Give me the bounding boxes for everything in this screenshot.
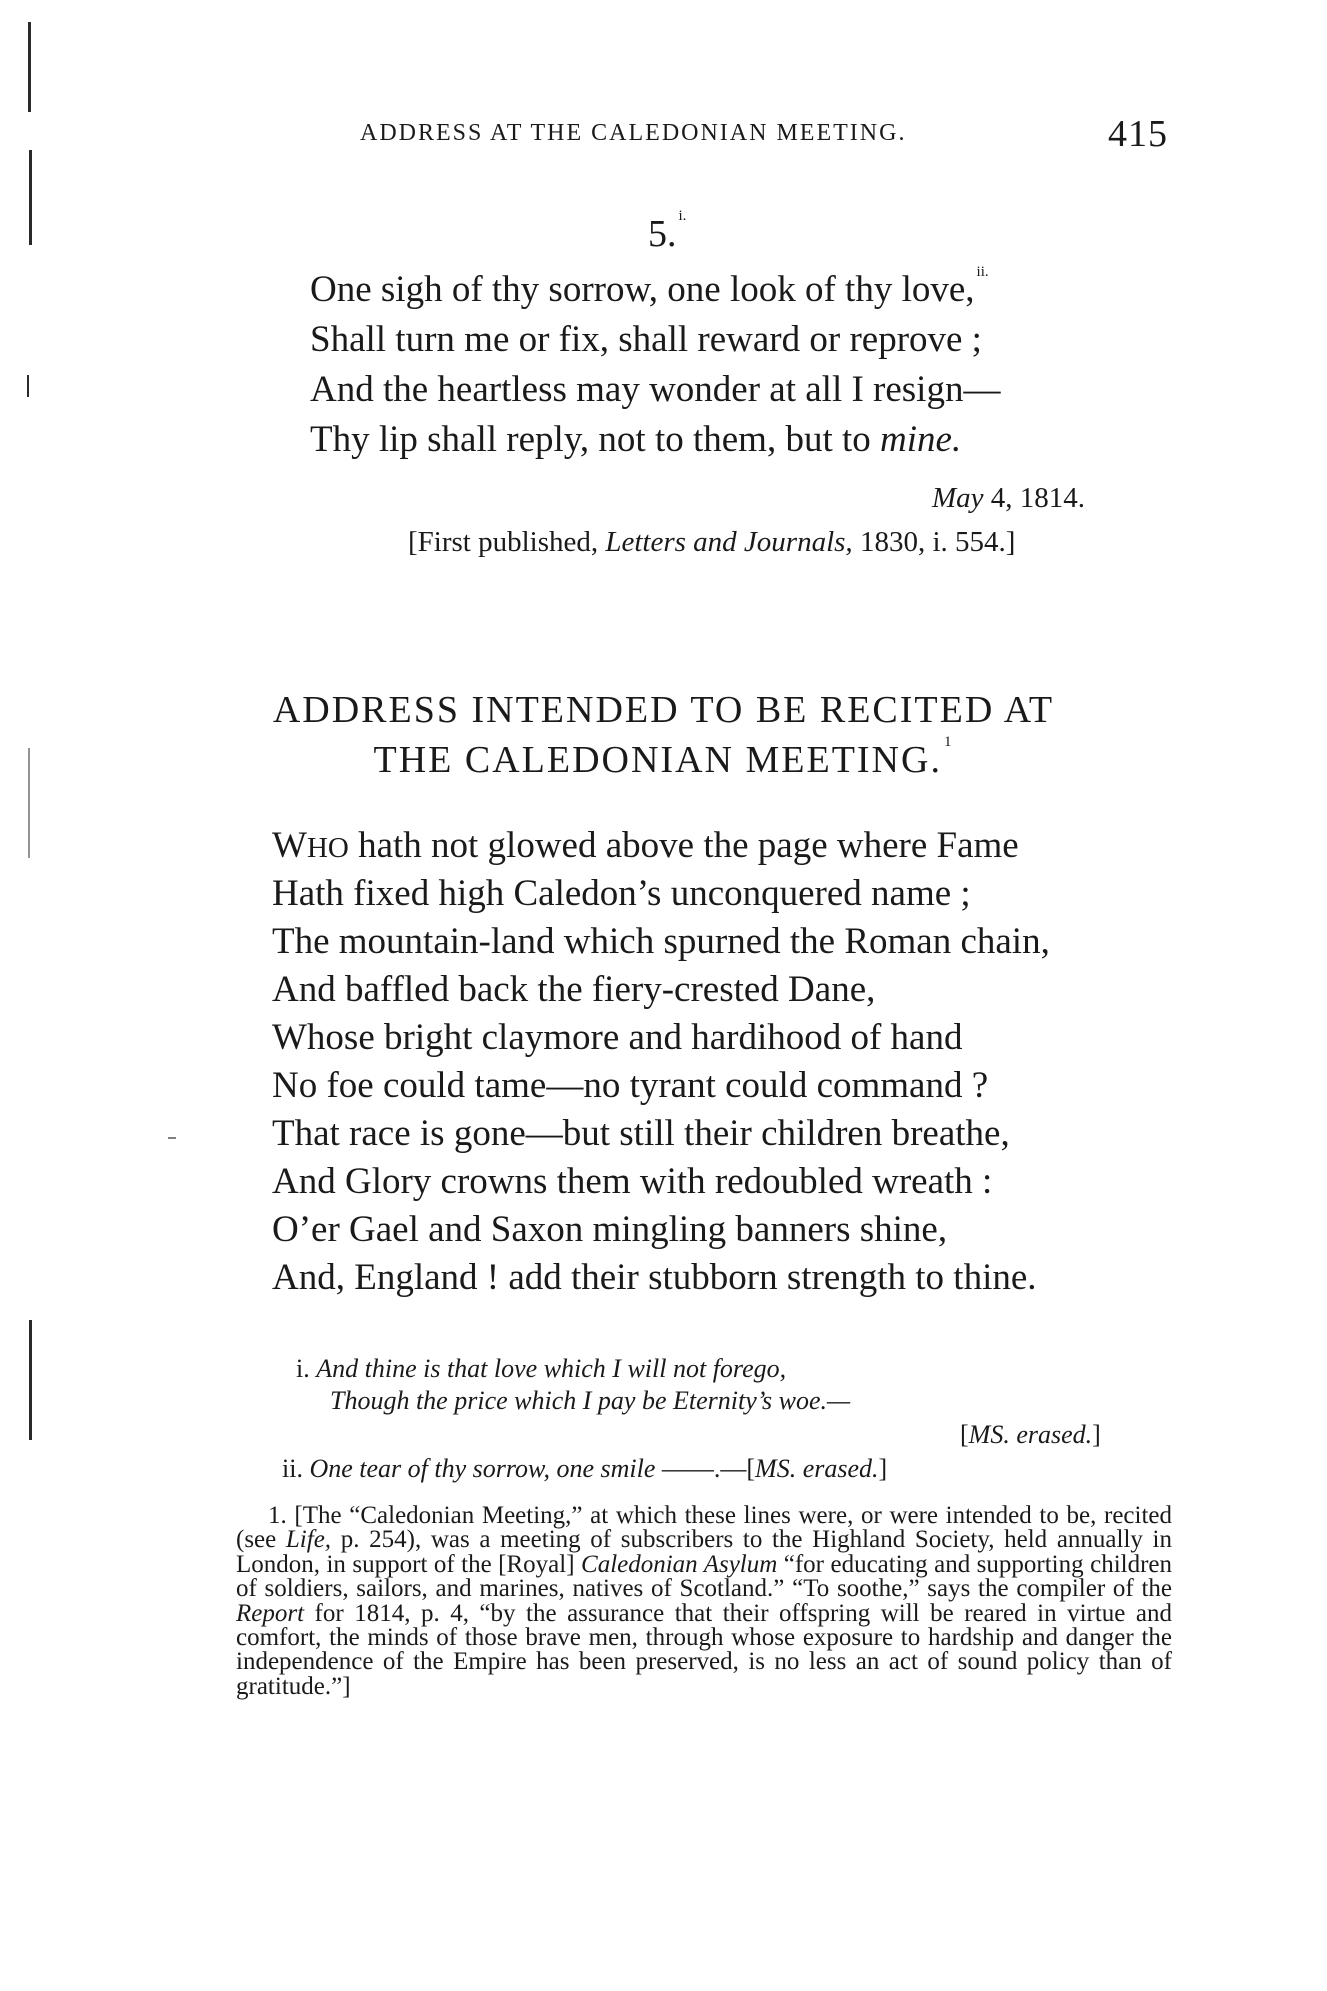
publication-note: [First published, Letters and Journals, 1830, i. 554.] bbox=[408, 526, 1016, 558]
verse-line: And the heartless may wonder at all I resign— bbox=[310, 369, 1001, 410]
stanza-number: 5. $^{i.}$ bbox=[648, 208, 687, 255]
scan-mark bbox=[28, 22, 31, 112]
verse-line: O’er Gael and Saxon mingling banners shine, bbox=[272, 1209, 948, 1250]
scan-mark bbox=[29, 1320, 32, 1440]
verse-line: That race is gone—but still their children breathe, bbox=[272, 1113, 1010, 1154]
scan-mark bbox=[29, 150, 32, 245]
verse-line: Whose bright claymore and hardihood of hand bbox=[272, 1017, 963, 1058]
variant-note-ref: ii. bbox=[976, 264, 989, 280]
verse-line: Shall turn me or fix, shall reward or reprove ; bbox=[310, 319, 982, 360]
running-head-title: ADDRESS AT THE CALEDONIAN MEETING. bbox=[360, 120, 907, 146]
verse-line: No foe could tame—no tyrant could command ? bbox=[272, 1065, 989, 1106]
footnote-ref: 1 bbox=[943, 734, 954, 750]
verse-line: WHO hath not glowed above the page where Fame bbox=[272, 825, 1019, 866]
verse-line: Hath fixed high Caledon’s unconquered name ; bbox=[272, 873, 971, 914]
verse-line: Thy lip shall reply, not to them, but to mine. bbox=[310, 419, 962, 460]
variant-note-ref: i. bbox=[678, 208, 687, 224]
variant-note-i-cont: Though the price which I pay be Eternity’s woe.— bbox=[330, 1386, 851, 1415]
verse-line: And, England ! add their stubborn strength to thine. bbox=[272, 1257, 1037, 1298]
variant-note-i: i. And thine is that love which I will not forego, bbox=[296, 1354, 787, 1383]
verse-line: And baffled back the fiery-crested Dane, bbox=[272, 969, 876, 1010]
variant-note-ii: ii. One tear of thy sorrow, one smile ——.—[MS. erased.] bbox=[282, 1454, 888, 1483]
poem-title-line-2: THE CALEDONIAN MEETING. $^1$ bbox=[373, 734, 954, 781]
verse-line: The mountain-land which spurned the Roman chain, bbox=[272, 921, 1050, 962]
variant-note-i-source: [MS. erased.] bbox=[960, 1420, 1101, 1449]
footnote: 1. [The “Caledonian Meeting,” at which these lines were, or were intended to be, recited (see Life, p. 254), was a meeting of subscribers to the Highland Society, held annually in London, in support of the [Royal] Caledonian Asylum “for educating and supporting children of soldiers, sailors, and marines, natives of Scotland.” “To soothe,” says the compiler of the Report for 1814, p. 4, “by the assurance that their offspring will be reared in virtue and comfort, the minds of those brave men, through whose exposure to hardship and danger the independence of the Empire has been preserved, is no less an act of sound policy than of gratitude.”] bbox=[236, 1502, 1173, 1700]
scan-mark bbox=[168, 1137, 176, 1139]
verse-line: One sigh of thy sorrow, one look of thy love, $^{ii.}$ bbox=[310, 264, 989, 310]
verse-line: And Glory crowns them with redoubled wreath : bbox=[272, 1161, 993, 1202]
scan-mark bbox=[27, 375, 29, 397]
page-number: 415 bbox=[1108, 113, 1168, 155]
poem-title-line-1: ADDRESS INTENDED TO BE RECITED AT bbox=[272, 689, 1055, 731]
dateline: May 4, 1814. bbox=[932, 482, 1086, 514]
